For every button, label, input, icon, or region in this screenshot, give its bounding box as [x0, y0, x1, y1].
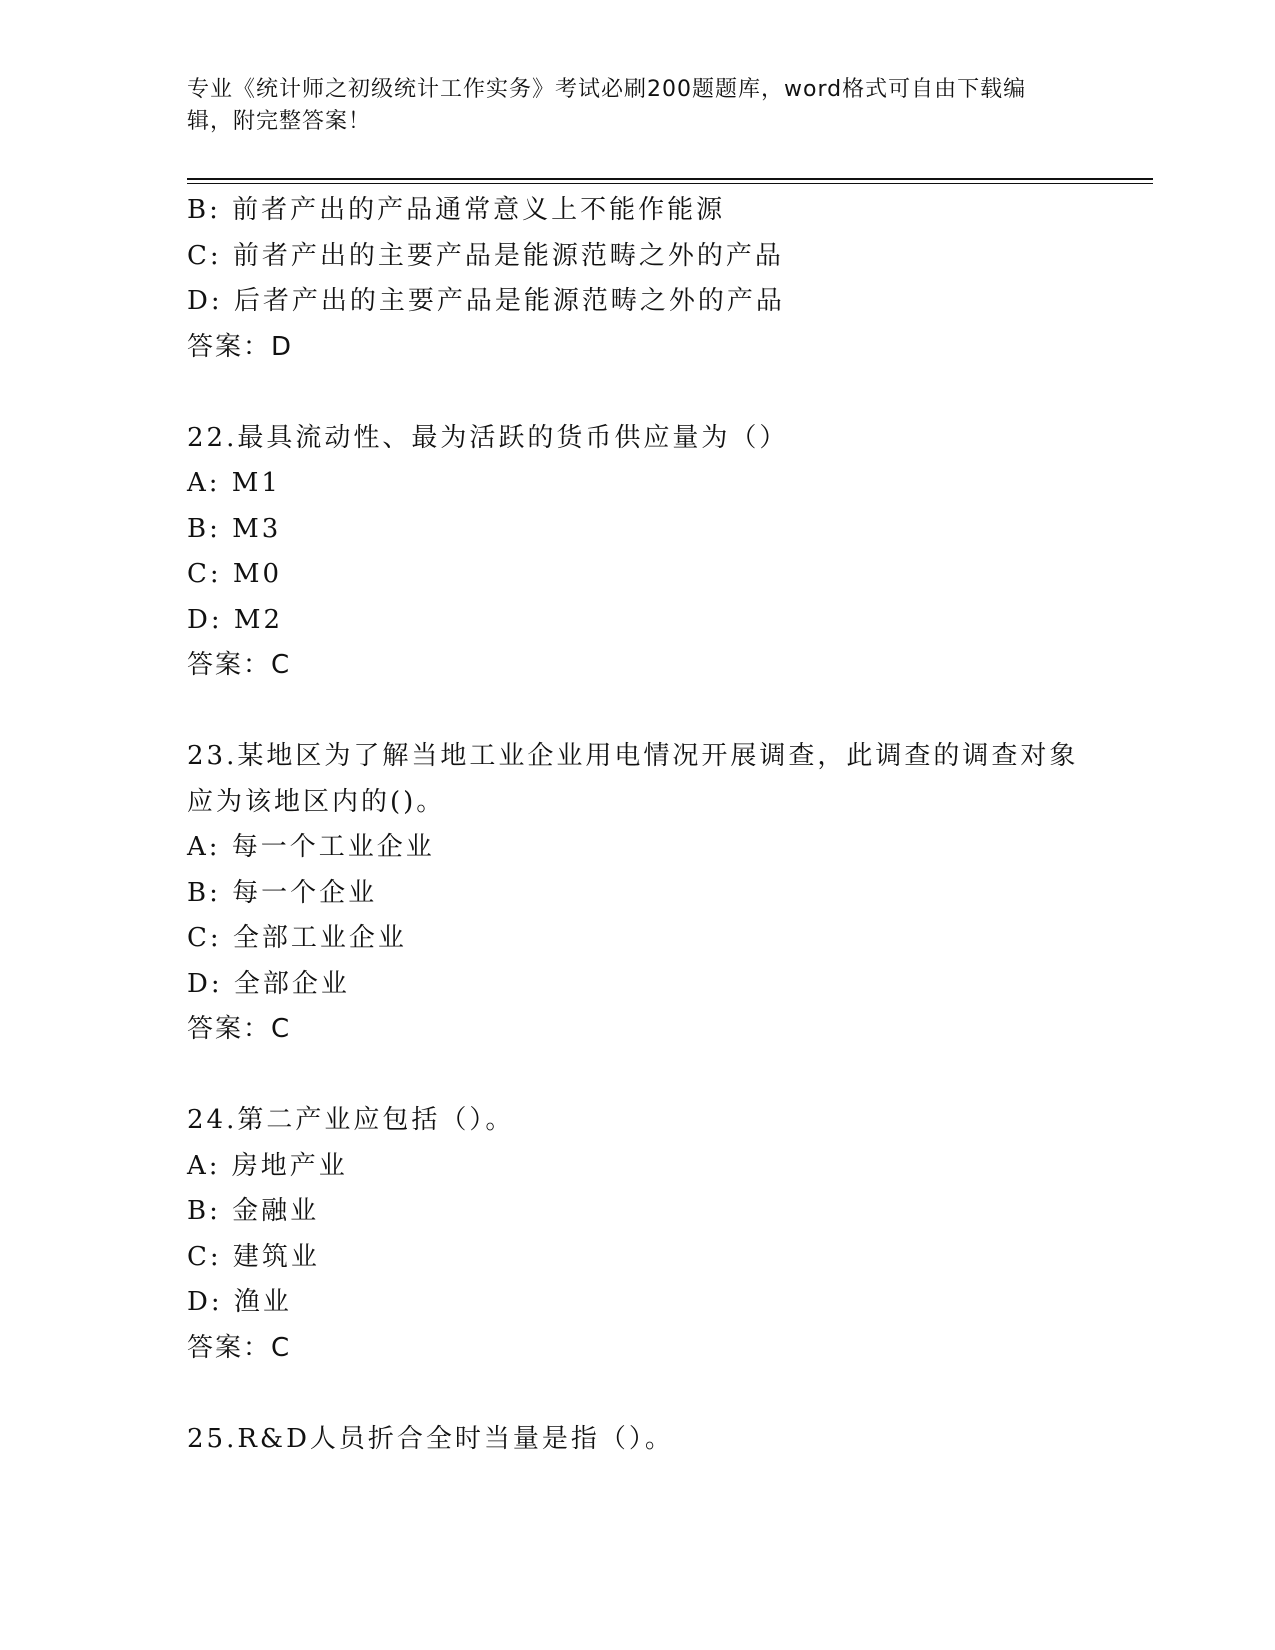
block-spacer — [187, 1053, 1087, 1099]
question-text: 25.R&D人员折合全时当量是指（）。 — [187, 1423, 674, 1454]
answer-option: B: M3 — [187, 513, 282, 544]
answer-key: 答案：C — [187, 1332, 292, 1363]
answer-key: 答案：D — [187, 331, 294, 362]
answer-option: D: 后者产出的主要产品是能源范畴之外的产品 — [187, 286, 785, 316]
answer-option: D: 全部企业 — [187, 968, 350, 999]
block-spacer — [187, 370, 1087, 416]
answer-key: 答案：C — [187, 650, 292, 680]
question-text: 24.第二产业应包括（）。 — [187, 1105, 515, 1135]
question-list — [187, 188, 1087, 1462]
answer-option: A: M1 — [187, 468, 281, 498]
question-text: 23.某地区为了解当地工业企业用电情况开展调查，此调查的调查对象 — [187, 741, 1079, 771]
answer-option: C: M0 — [187, 559, 283, 589]
answer-option: B: 金融业 — [187, 1196, 320, 1226]
header-divider-thin — [187, 183, 1153, 184]
question-text: 22.最具流动性、最为活跃的货币供应量为（） — [187, 422, 789, 453]
answer-option: C: 全部工业企业 — [187, 923, 407, 953]
answer-option: B: 前者产出的产品通常意义上不能作能源 — [187, 195, 726, 225]
question-text: 应为该地区内的()。 — [187, 786, 446, 817]
answer-option: B: 每一个企业 — [187, 877, 378, 908]
answer-option: A: 每一个工业企业 — [187, 832, 435, 862]
answer-option: A: 房地产业 — [187, 1150, 348, 1181]
header-divider-thick — [187, 178, 1153, 180]
document-header: 专业《统计师之初级统计工作实务》考试必刷200题题库，word格式可自由下载编辑，附完整答案！ — [187, 77, 1027, 134]
answer-option: C: 前者产出的主要产品是能源范畴之外的产品 — [187, 240, 784, 271]
block-spacer — [187, 1371, 1087, 1417]
answer-option: D: M2 — [187, 604, 284, 635]
answer-option: C: 建筑业 — [187, 1241, 320, 1272]
block-spacer — [187, 689, 1087, 735]
answer-key: 答案：C — [187, 1014, 292, 1044]
answer-option: D: 渔业 — [187, 1287, 292, 1317]
